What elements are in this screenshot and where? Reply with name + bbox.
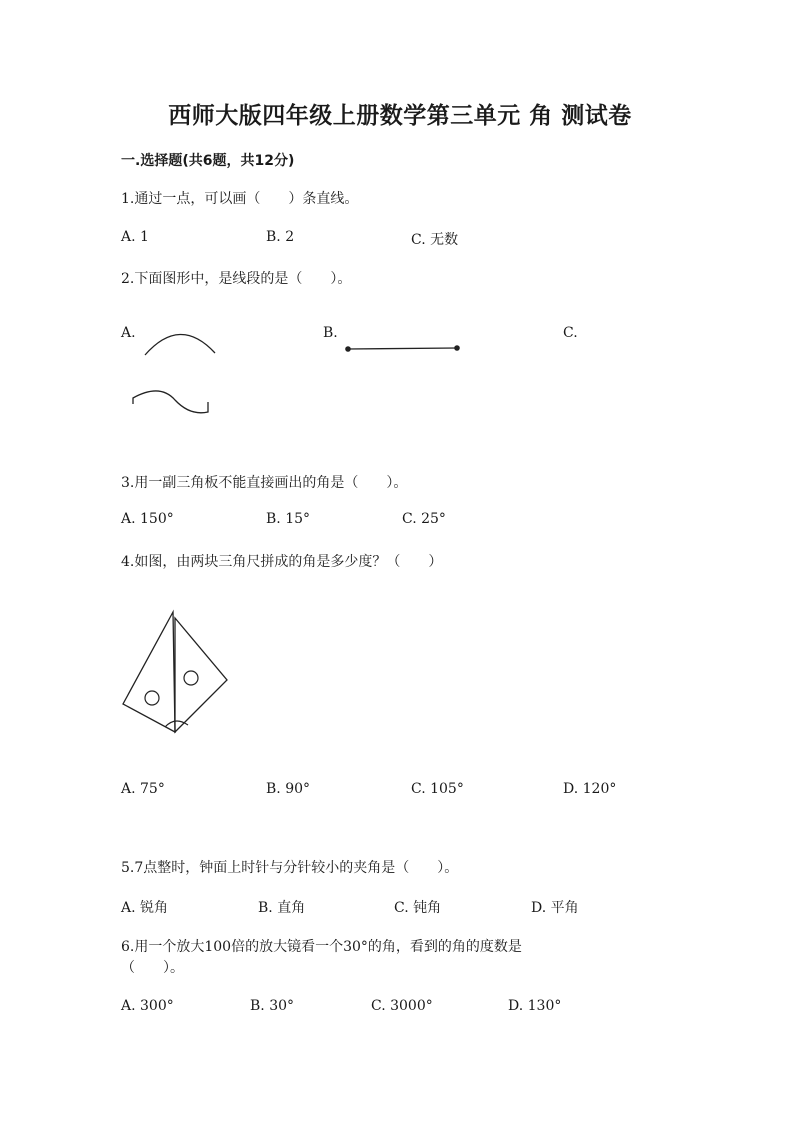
question-3-text: 3.用一副三角板不能直接画出的角是（ ）。 <box>121 475 408 491</box>
question-4-text: 4.如图，由两块三角尺拼成的角是多少度？（ ） <box>121 554 443 570</box>
page-title: 西师大版四年级上册数学第三单元 角 测试卷 <box>168 103 632 129</box>
question-2-text: 2.下面图形中，是线段的是（ ）。 <box>121 271 352 287</box>
q5-option-b[interactable]: B. 直角 <box>258 900 306 916</box>
q6-option-b[interactable]: B. 30° <box>250 998 295 1014</box>
q4-option-a[interactable]: A. 75° <box>121 781 165 797</box>
q2-option-c[interactable]: C. <box>563 325 578 341</box>
q2-option-a[interactable]: A. <box>121 325 136 341</box>
q1-option-c[interactable]: C. 无数 <box>411 232 459 248</box>
q6-option-d[interactable]: D. 130° <box>508 998 562 1014</box>
q1-option-a[interactable]: A. 1 <box>121 229 149 245</box>
q5-option-c[interactable]: C. 钝角 <box>394 900 442 916</box>
q4-option-d[interactable]: D. 120° <box>563 781 617 797</box>
q5-option-a[interactable]: A. 锐角 <box>121 900 169 916</box>
q1-option-b[interactable]: B. 2 <box>266 229 295 245</box>
question-5-text: 5.7点整时，钟面上时针与分针较小的夹角是（ ）。 <box>121 860 459 876</box>
q6-option-a[interactable]: A. 300° <box>121 998 174 1014</box>
question-1-text: 1.通过一点，可以画（ ）条直线。 <box>121 191 359 207</box>
q4-left-triangle <box>123 612 175 732</box>
q2-option-b[interactable]: B. <box>323 325 338 341</box>
q4-right-hole <box>184 671 198 685</box>
q4-left-hole <box>145 691 159 705</box>
q3-option-a[interactable]: A. 150° <box>121 511 174 527</box>
section-heading: 一.选择题(共6题，共12分) <box>121 153 295 169</box>
question-6-text-line2: （ ）。 <box>121 960 184 976</box>
q3-option-b[interactable]: B. 15° <box>266 511 311 527</box>
q4-option-c[interactable]: C. 105° <box>411 781 464 797</box>
q6-option-c[interactable]: C. 3000° <box>371 998 433 1014</box>
q4-option-b[interactable]: B. 90° <box>266 781 311 797</box>
q3-option-c[interactable]: C. 25° <box>402 511 446 527</box>
q4-right-triangle <box>175 618 227 732</box>
q5-option-d[interactable]: D. 平角 <box>531 900 579 916</box>
question-6-text-line1: 6.用一个放大100倍的放大镜看一个30°的角，看到的角的度数是 <box>121 939 522 955</box>
